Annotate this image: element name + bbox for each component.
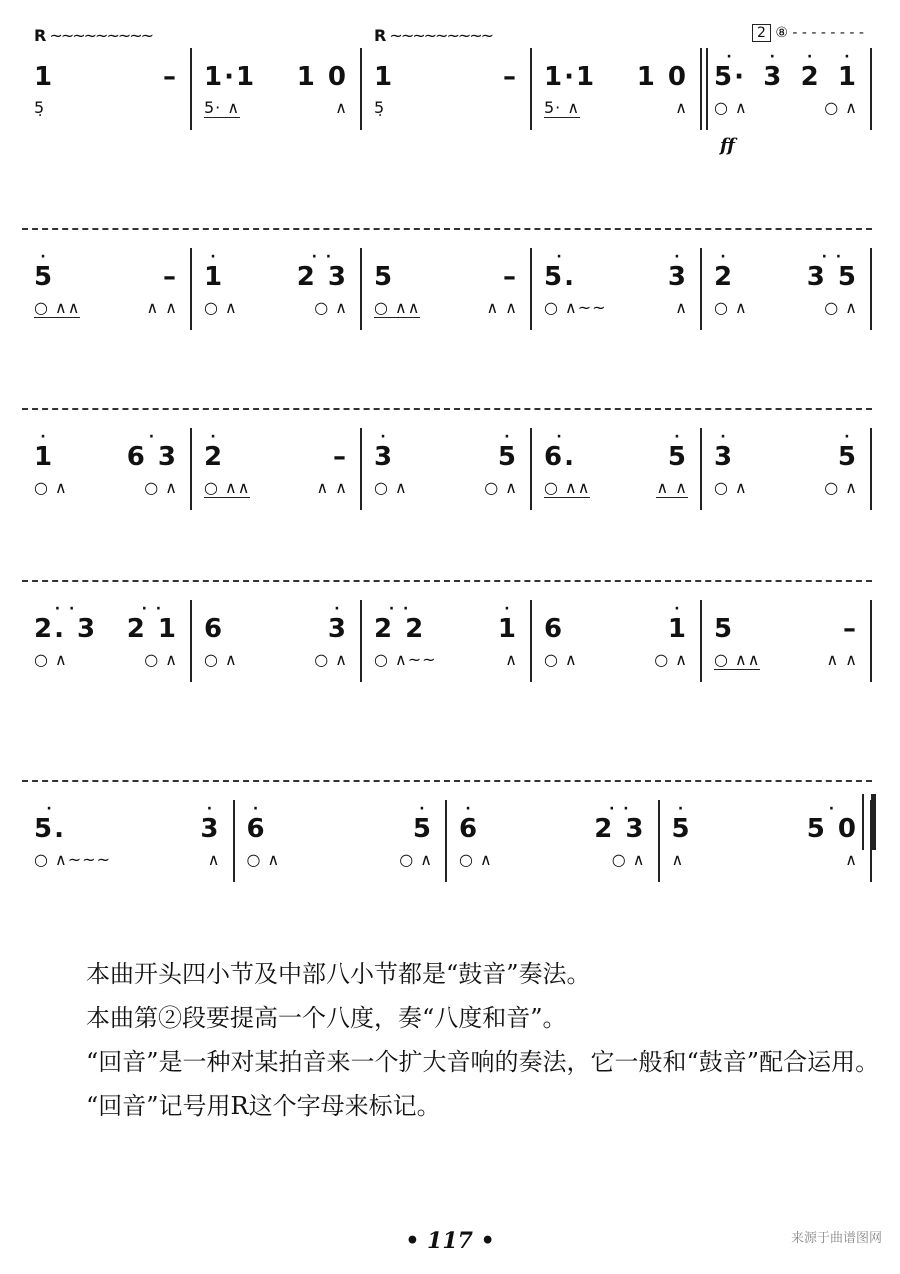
technique-mark: ○ ∧ — [144, 650, 178, 669]
measure — [22, 248, 190, 330]
technique-row — [672, 844, 859, 870]
measure — [530, 248, 700, 330]
note: · · 2. 3 — [34, 601, 98, 644]
technique-mark: ○ ∧ — [544, 650, 578, 669]
technique-mark: ○ ∧ — [314, 298, 348, 317]
note-row — [34, 600, 178, 644]
technique-row — [544, 472, 688, 498]
score-line-5 — [22, 780, 872, 890]
note-row — [374, 48, 518, 92]
measure — [22, 800, 233, 882]
technique-mark: ○ ∧∧ — [374, 298, 421, 317]
note: · 5 — [412, 801, 433, 844]
note: – — [163, 262, 178, 292]
technique-row — [544, 92, 688, 118]
note: 1·1 — [204, 62, 257, 92]
technique-mark: ∧ — [675, 98, 688, 117]
note-row — [374, 428, 518, 472]
note-paragraph: 本曲开头四小节及中部八小节都是“鼓音”奏法。 — [86, 960, 591, 988]
note: · 3 — [374, 429, 395, 472]
technique-row — [204, 644, 348, 670]
technique-mark: 5̣ — [374, 98, 386, 117]
note-row — [459, 800, 646, 844]
note: · 5 — [667, 429, 688, 472]
technique-mark: ○ ∧ — [204, 298, 238, 317]
technique-mark: ○ ∧ — [714, 298, 748, 317]
final-barline — [862, 794, 876, 850]
note: 6 — [204, 614, 225, 644]
note-row — [544, 600, 688, 644]
technique-mark: 5· ∧ — [204, 98, 241, 117]
technique-mark: ○ ∧ — [374, 478, 408, 497]
note: – — [843, 614, 858, 644]
measures — [22, 428, 872, 510]
technique-mark: ○ ∧ — [204, 650, 238, 669]
technique-mark: ∧ — [845, 850, 858, 869]
measure — [700, 428, 872, 510]
measure — [22, 428, 190, 510]
note: 5 — [714, 614, 735, 644]
note-paragraph: “回音”是一种对某拍音来一个扩大音响的奏法，它一般和“鼓音”配合运用。 — [86, 1048, 880, 1076]
note: · 5 — [837, 429, 858, 472]
technique-mark: ∧ ∧ — [316, 478, 348, 497]
technique-mark: ○ ∧ — [314, 650, 348, 669]
measure — [445, 800, 658, 882]
technique-row — [714, 92, 858, 118]
note: 1 — [34, 62, 55, 92]
note-row — [204, 600, 348, 644]
score-line-3 — [22, 408, 872, 518]
technique-mark: ○ ∧ — [459, 850, 493, 869]
technique-mark: ○ ∧ — [654, 650, 688, 669]
note: 1 0 — [636, 62, 688, 92]
technique-row — [374, 92, 518, 118]
octave-dashed-line — [22, 780, 872, 782]
technique-row — [544, 644, 688, 670]
measure — [22, 600, 190, 682]
measure — [22, 26, 190, 130]
technique-mark: ○ ∧ — [714, 478, 748, 497]
octave-dashed-line — [22, 580, 872, 582]
technique-mark: 5̣ — [34, 98, 46, 117]
technique-row — [247, 844, 434, 870]
note: 1·1 — [544, 62, 597, 92]
technique-row — [204, 472, 348, 498]
technique-row — [34, 644, 178, 670]
note: 1 — [374, 62, 395, 92]
technique-mark: ○ ∧ — [824, 98, 858, 117]
technique-mark: ∧ — [675, 298, 688, 317]
note: · 2 — [714, 249, 735, 292]
note: · 3 — [763, 49, 784, 92]
measure — [233, 800, 446, 882]
technique-row — [204, 92, 348, 118]
technique-mark: ○ ∧~~ — [544, 298, 607, 317]
note-row — [34, 428, 178, 472]
technique-mark: ○ ∧ — [399, 850, 433, 869]
score-line-1 — [22, 25, 872, 156]
technique-row — [714, 292, 858, 318]
technique-row — [714, 472, 858, 498]
measure — [700, 25, 872, 156]
measure — [360, 26, 530, 130]
score-line-2 — [22, 228, 872, 338]
technique-mark: ○ ∧ — [246, 850, 281, 869]
note-row — [34, 800, 221, 844]
measure — [190, 600, 360, 682]
technique-row — [374, 644, 518, 670]
technique-mark: ∧ ∧ — [486, 298, 518, 317]
technique-mark: ○ ∧∧ — [714, 650, 761, 669]
note: · 5 — [671, 801, 692, 844]
note: · 6 3 — [126, 429, 178, 472]
note-row — [714, 600, 858, 644]
technique-mark: 5· ∧ — [544, 98, 581, 117]
note: · · 2 1 — [126, 601, 178, 644]
note: · 1 — [34, 429, 55, 472]
note: · 1 — [204, 249, 225, 292]
technique-mark: ○ ∧∧ — [34, 298, 81, 317]
technique-mark: ∧ ∧ — [826, 650, 858, 669]
measure — [530, 600, 700, 682]
measure — [190, 48, 360, 130]
technique-mark: ○ ∧ — [484, 478, 518, 497]
technique-mark: ○ ∧∧ — [204, 478, 251, 497]
explanatory-notes — [26, 955, 886, 1131]
note-row — [672, 800, 859, 844]
note-row — [204, 48, 348, 92]
octave-dashed-line — [22, 408, 872, 410]
note: · 1 — [497, 601, 518, 644]
technique-mark: ○ ∧~~ — [374, 650, 437, 669]
technique-mark: ○ ∧ — [714, 98, 748, 117]
technique-mark: ∧ — [207, 850, 221, 869]
note: · 2 — [204, 429, 225, 472]
measure — [700, 248, 872, 330]
note: · 3 — [667, 249, 688, 292]
technique-mark: ∧ ∧ — [146, 298, 178, 317]
note-row — [544, 248, 688, 292]
measure — [530, 428, 700, 510]
note-row — [34, 248, 178, 292]
technique-row — [374, 292, 518, 318]
note: · 1 — [837, 49, 858, 92]
technique-mark: ○ ∧ — [34, 650, 68, 669]
note: · 1 — [667, 601, 688, 644]
note: · 2 — [800, 49, 821, 92]
note-row — [374, 600, 518, 644]
note-row — [714, 48, 858, 92]
measures — [22, 600, 872, 682]
technique-row — [34, 292, 178, 318]
technique-row — [34, 472, 178, 498]
measure — [360, 428, 530, 510]
roll-mark: R ~~~~~~~~~ — [374, 26, 493, 45]
technique-mark: ○ ∧ — [34, 478, 68, 497]
technique-mark: ∧ — [671, 850, 685, 869]
note: · 6 — [246, 801, 267, 844]
roll-mark: R ~~~~~~~~~ — [34, 26, 153, 45]
technique-mark: ∧ — [505, 650, 518, 669]
technique-mark: ○ ∧ — [824, 478, 858, 497]
note: – — [333, 442, 348, 472]
note: – — [503, 62, 518, 92]
note: · 3 — [200, 801, 221, 844]
technique-row — [459, 844, 646, 870]
note-row — [204, 248, 348, 292]
technique-mark: ○ ∧ — [824, 298, 858, 317]
octave-dashed-line — [22, 228, 872, 230]
note: · · 2 3 — [296, 249, 348, 292]
note-row — [714, 428, 858, 472]
note: – — [503, 262, 518, 292]
measures — [22, 800, 872, 882]
note-row — [34, 48, 178, 92]
measure — [190, 428, 360, 510]
note: · 5. — [544, 249, 576, 292]
measures — [22, 25, 872, 156]
technique-row — [204, 292, 348, 318]
measure — [360, 248, 530, 330]
note: 1 0 — [296, 62, 348, 92]
technique-mark: ∧ ∧ — [656, 478, 688, 497]
measure — [360, 600, 530, 682]
dynamic-mark: ff — [720, 135, 735, 156]
technique-mark: ○ ∧ — [144, 478, 178, 497]
note: · 5 0 — [806, 801, 858, 844]
note: · 3 — [327, 601, 348, 644]
note: · 5· — [714, 49, 746, 92]
watermark: 来源于曲谱图网 — [790, 1231, 882, 1246]
note: 6 — [544, 614, 565, 644]
page-number: • 117 • — [405, 1228, 495, 1254]
technique-row — [374, 472, 518, 498]
note-paragraph: “回音”记号用R这个字母来标记。 — [86, 1092, 441, 1120]
technique-mark: ○ ∧~~~ — [34, 850, 111, 869]
note: · 5 — [497, 429, 518, 472]
measure — [700, 600, 872, 682]
note: · · 2 2 — [374, 601, 426, 644]
note: · · 3 5 — [806, 249, 858, 292]
note-row — [544, 428, 688, 472]
note-row — [247, 800, 434, 844]
measures — [22, 248, 872, 330]
note-row — [374, 248, 518, 292]
technique-row — [34, 844, 221, 870]
technique-row — [544, 292, 688, 318]
note-paragraph: 本曲第②段要提高一个八度，奏“八度和音”。 — [86, 1004, 567, 1032]
technique-row — [34, 92, 178, 118]
note: – — [163, 62, 178, 92]
note-row — [544, 48, 688, 92]
technique-mark: ○ ∧ — [611, 850, 646, 869]
section-marker: 2 ⑧ - - - - - - - - — [752, 24, 864, 42]
note: · 5 — [34, 249, 55, 292]
technique-mark: ∧ — [335, 98, 348, 117]
technique-row — [714, 644, 858, 670]
note: · 5. — [34, 801, 66, 844]
measure — [190, 248, 360, 330]
note: · 6 — [459, 801, 480, 844]
note: · 3 — [714, 429, 735, 472]
note-row — [204, 428, 348, 472]
technique-mark: ○ ∧∧ — [544, 478, 591, 497]
score-line-4 — [22, 580, 872, 690]
note-row — [714, 248, 858, 292]
measure — [658, 800, 873, 882]
note: · · 2 3 — [594, 801, 646, 844]
note: 5 — [374, 262, 395, 292]
measure — [530, 48, 700, 130]
note: · 6. — [544, 429, 576, 472]
